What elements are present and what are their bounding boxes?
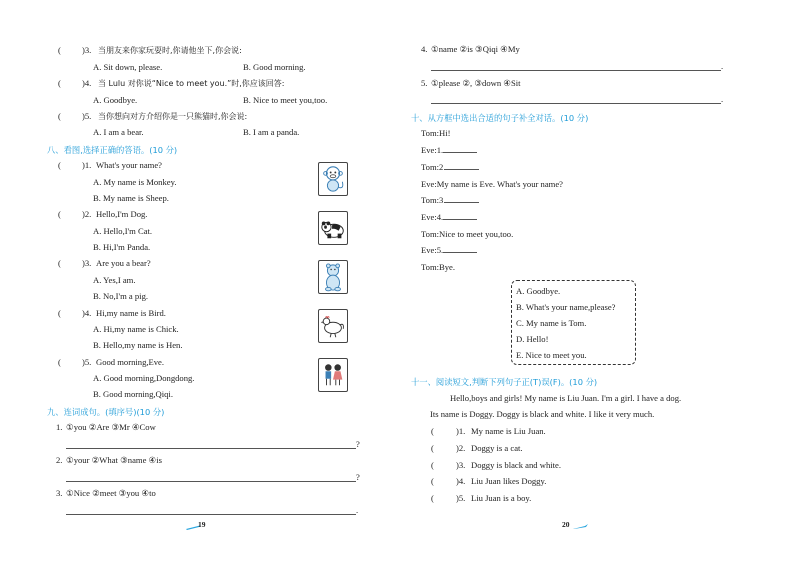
question-number: 4. [421,44,428,54]
option-item: B. What's your name,please? [516,302,616,312]
word-options: ①you ②Are ③Mr ④Cow [66,422,156,432]
answer-paren: ( [58,111,61,121]
answer-line[interactable] [431,70,721,71]
dialogue-line: Eve:1. [421,145,477,155]
answer-blank[interactable] [443,212,477,220]
answer-paren: ( [58,258,61,268]
answer-paren: ( [58,160,61,170]
question-number: )3. [82,45,92,55]
dialogue-line: Eve:5. [421,245,477,255]
word-options: ①please ②, ③down ④Sit [431,78,521,88]
option-a: A. Good morning,Dongdong. [93,373,195,383]
dialogue-line: Tom:2. [421,162,479,172]
passage-text: Its name is Doggy. Doggy is black and white. I like it very much. [430,409,655,419]
dialogue-line: Tom:Nice to meet you,too. [421,229,514,239]
question-text: 当你想向对方介绍你是一只熊猫时,你会说: [98,112,248,121]
answer-paren: ( [431,443,434,453]
dialogue-line: Tom:Hi! [421,128,451,138]
pencil-icon [573,524,589,529]
options-box [511,280,636,365]
page-number: 19 [198,520,206,529]
question-number: )5. [456,493,466,503]
question-number: 2. [56,455,63,465]
section-heading: 八、看图,选择正确的答语。(10 分) [47,145,178,155]
question-number: )2. [456,443,466,453]
option-item: C. My name is Tom. [516,318,587,328]
answer-paren: ( [431,460,434,470]
monkey-icon [318,162,348,196]
answer-blank[interactable] [445,195,479,203]
option-a: A. Hello,I'm Cat. [93,226,153,236]
question-number: )3. [456,460,466,470]
option-b: B. Hi,I'm Panda. [93,242,151,252]
answer-paren: ( [58,45,61,55]
option-a: A. Goodbye. [93,95,138,105]
question-number: )5. [82,357,92,367]
answer-paren: ( [431,476,434,486]
hen-icon [318,309,348,343]
option-b: B. Nice to meet you,too. [243,95,328,105]
question-text: Hello,I'm Dog. [96,209,148,219]
children-icon [318,358,348,392]
question-text: Are you a bear? [96,258,151,268]
end-punctuation: . [356,505,359,515]
dialogue-line: Tom:3. [421,195,479,205]
question-number: )3. [82,258,92,268]
option-b: B. I am a panda. [243,127,300,137]
end-punctuation: . [721,61,724,71]
option-item: E. Nice to meet you. [516,350,587,360]
end-punctuation: . [721,94,724,104]
panda-icon [318,211,348,245]
question-number: )2. [82,209,92,219]
answer-blank[interactable] [443,145,477,153]
statement-text: My name is Liu Juan. [471,426,546,436]
word-options: ①your ②What ③name ④is [66,455,162,465]
option-a: A. I am a bear. [93,127,144,137]
question-number: 5. [421,78,428,88]
option-b: B. Good morning,Qiqi. [93,389,173,399]
answer-line[interactable] [431,103,721,104]
question-text: 当朋友来你家玩耍时,你请他坐下,你会说: [98,46,242,55]
page-number: 20 [562,520,570,529]
answer-paren: ( [431,426,434,436]
question-number: 1. [56,422,63,432]
end-punctuation: ? [356,439,360,449]
option-b: B. Hello,my name is Hen. [93,340,183,350]
option-b: B. My name is Sheep. [93,193,169,203]
question-number: )1. [82,160,92,170]
option-a: A. Sit down, please. [93,62,163,72]
answer-paren: ( [58,209,61,219]
answer-line[interactable] [66,448,356,449]
word-options: ①Nice ②meet ③you ④to [66,488,156,498]
question-text: Hi,my name is Bird. [96,308,166,318]
dialogue-line: Eve:My name is Eve. What's your name? [421,179,563,189]
answer-blank[interactable] [445,162,479,170]
answer-paren: ( [58,357,61,367]
question-number: )4. [456,476,466,486]
option-b: B. Good morning. [243,62,306,72]
option-a: A. My name is Monkey. [93,177,177,187]
answer-paren: ( [58,78,61,88]
dialogue-line: Tom:Bye. [421,262,456,272]
statement-text: Doggy is black and white. [471,460,561,470]
word-options: ①name ②is ③Qiqi ④My [431,44,520,54]
question-text: 当 Lulu 对你说“Nice to meet you.”时,你应该回答: [98,79,285,88]
section-heading: 九、连词成句。(填序号)(10 分) [47,407,165,417]
end-punctuation: ? [356,472,360,482]
question-number: )4. [82,78,92,88]
question-number: )1. [456,426,466,436]
question-number: )5. [82,111,92,121]
question-number: 3. [56,488,63,498]
option-a: A. Hi,my name is Chick. [93,324,179,334]
answer-line[interactable] [66,481,356,482]
answer-paren: ( [58,308,61,318]
question-text: Good morning,Eve. [96,357,165,367]
passage-text: Hello,boys and girls! My name is Liu Juan. I'm a girl. I have a dog. [450,393,682,403]
option-b: B. No,I'm a pig. [93,291,149,301]
answer-paren: ( [431,493,434,503]
option-item: A. Goodbye. [516,286,561,296]
bear-icon [318,260,348,294]
section-heading: 十、从方框中选出合适的句子补全对话。(10 分) [411,113,589,123]
section-heading: 十一、阅读短文,判断下列句子正(T)误(F)。(10 分) [411,377,598,387]
answer-line[interactable] [66,514,356,515]
option-item: D. Hello! [516,334,549,344]
statement-text: Liu Juan is a boy. [471,493,532,503]
question-number: )4. [82,308,92,318]
answer-blank[interactable] [443,245,477,253]
statement-text: Liu Juan likes Doggy. [471,476,547,486]
statement-text: Doggy is a cat. [471,443,523,453]
option-a: A. Yes,I am. [93,275,136,285]
dialogue-line: Eve:4. [421,212,477,222]
question-text: What's your name? [96,160,162,170]
